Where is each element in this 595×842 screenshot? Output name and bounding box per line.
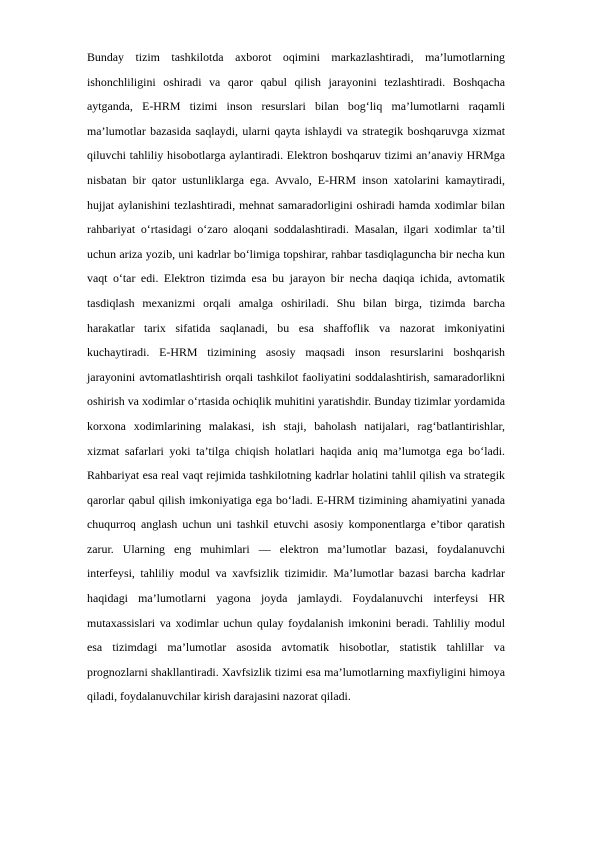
body-paragraph: Bunday tizim tashkilotda axborot oqimini markazlashtiradi, ma’lumotlarning ishonchliligini oshiradi va qaror qabul qilish jarayonini tezlashtiradi. Boshqacha aytganda, E-HRM tizimi inson resurslari bilan bog‘liq ma’lumotlarni raqamli ma’lumotlar bazasida saqlaydi, ularni qayta ishlaydi va strategik boshqaruvga xizmat qiluvchi tahliliy hisobotlarga aylantiradi. Elektron boshqaruv tizimi an’anaviy HRMga nisbatan bir qator ustunliklarga ega. Avvalo, E-HRM inson xatolarini kamaytiradi, hujjat aylanishini tezlashtiradi, mehnat samaradorligini oshiradi hamda xodimlar bilan rahbariyat o‘rtasidagi o‘zaro aloqani soddalashtiradi. Masalan, ilgari xodimlar ta’til uchun ariza yozib, uni kadrlar bo‘limiga topshirar, rahbar tasdiqlaguncha bir necha kun vaqt o‘tar edi. Elektron tizimda esa bu jarayon bir necha daqiqa ichida, avtomatik tasdiqlash mexanizmi orqali amalga oshiriladi. Shu bilan birga, tizimda barcha harakatlar tarix sifatida saqlanadi, bu esa shaffoflik va nazorat imkoniyatini kuchaytiradi. E-HRM tizimining asosiy maqsadi inson resurslarini boshqarish jarayonini avtomatlashtirish orqali tashkilot faoliyatini soddalashtirish, samaradorlikni oshirish va xodimlar o‘rtasida ochiqlik muhitini yaratishdir. Bunday tizimlar yordamida korxona xodimlarining malakasi, ish staji, baholash natijalari, rag‘batlantirishlar, xizmat safarlari yoki ta’tilga chiqish holatlari haqida aniq ma’lumotga ega bo‘ladi. Rahbariyat esa real vaqt rejimida tashkilotning kadrlar holatini tahlil qilish va strategik qarorlar qabul qilish imkoniyatiga ega bo‘ladi. E-HRM tizimining ahamiyatini yanada chuqurroq anglash uchun uni tashkil etuvchi asosiy komponentlarga e’tibor qaratish zarur. Ularning eng muhimlari — elektron ma’lumotlar bazasi, foydalanuvchi interfeysi, tahliliy modul va xavfsizlik tizimidir. Ma’lumotlar bazasi barcha kadrlar haqidagi ma’lumotlarni yagona joyda jamlaydi. Foydalanuvchi interfeysi HR mutaxassislari va xodimlar uchun qulay foydalanish imkonini beradi. Tahliliy modul esa tizimdagi ma’lumotlar asosida avtomatik hisobotlar, statistik tahlillar va prognozlarni shakllantiradi. Xavfsizlik tizimi esa ma’lumotlarning maxfiyligini himoya qiladi, foydalanuvchilar kirish darajasini nazorat qiladi. — [87, 50, 505, 704]
